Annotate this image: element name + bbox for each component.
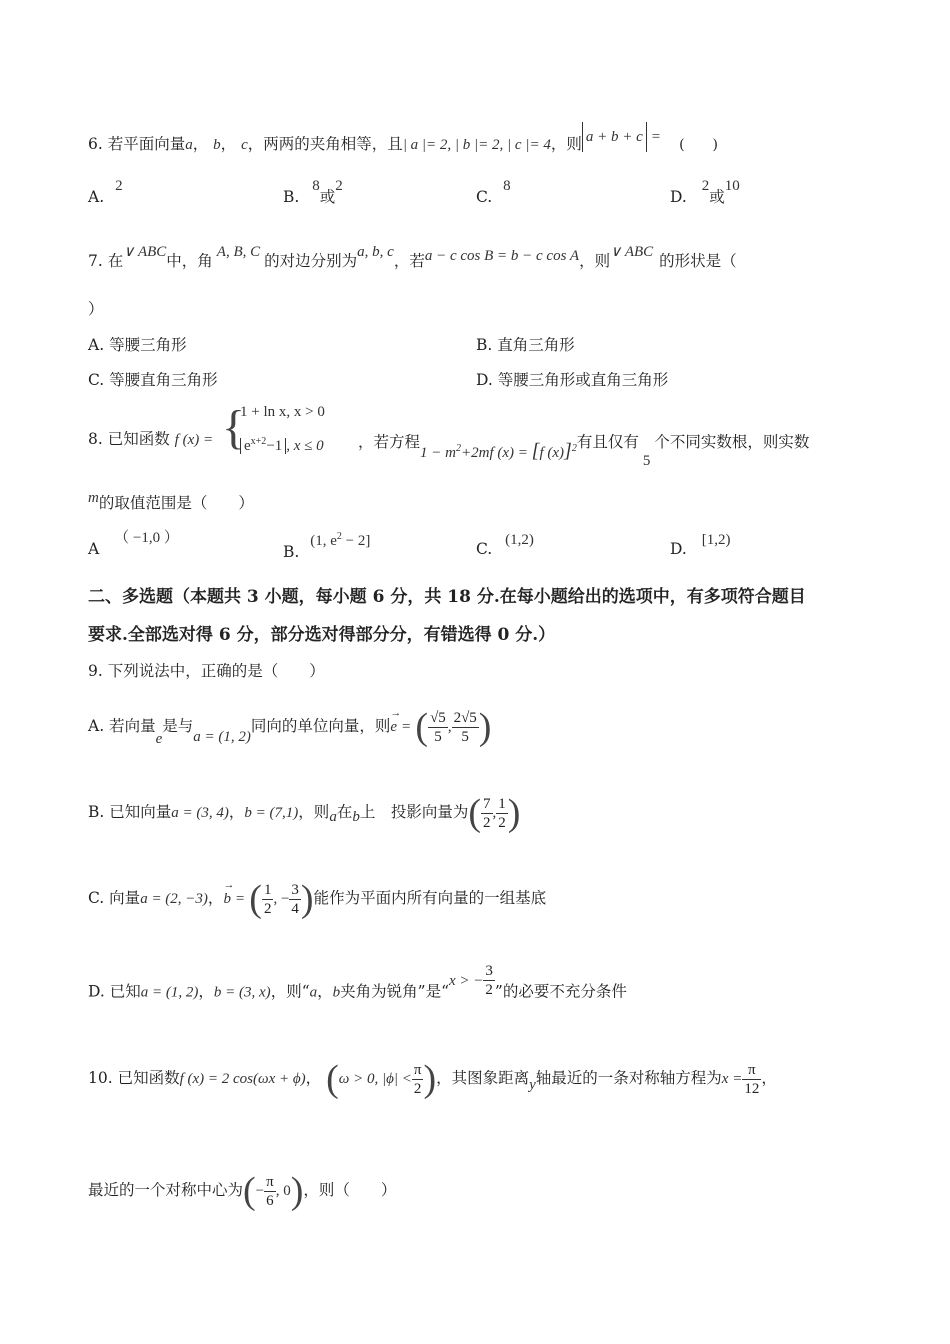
equals-sign: =: [402, 719, 411, 735]
vector-b: b: [352, 809, 360, 825]
option-or: 或: [319, 188, 336, 206]
right-paren: ): [507, 792, 521, 834]
denominator: 5: [461, 728, 469, 745]
separator: ，: [317, 982, 333, 1001]
vector-letter: e: [390, 719, 398, 735]
option-label: A.: [88, 336, 105, 354]
option-text: 等腰三角形或直角三角形: [497, 371, 669, 389]
q7-stem-text: 7. 在: [88, 252, 124, 270]
q7-stem-text: 的对边分别为: [264, 252, 358, 270]
right-paren: ): [478, 706, 492, 748]
fraction: [483, 962, 495, 999]
q9-option-d: [88, 963, 627, 1011]
triangle-abc: ∨ ABC: [610, 244, 654, 260]
option-value: （ −1,0 ）: [114, 530, 179, 546]
denominator: 6: [266, 1192, 274, 1209]
q10-stem-text: 轴最近的一条对称轴方程为: [535, 1069, 722, 1087]
q8-option-a: [88, 530, 179, 561]
vector-e: e: [155, 731, 163, 747]
fraction: [289, 881, 301, 918]
option-label: C.: [88, 889, 105, 907]
exponent: x+2: [250, 436, 267, 447]
q8-option-b: [283, 531, 371, 564]
q8-case-2-domain: , x ≤ 0: [286, 438, 324, 454]
q6-expression: a + b + c: [582, 122, 647, 152]
exponent: 2: [571, 443, 577, 454]
section-heading: 二、多选题（本题共 3 小题，每小题 6 分，共 18 分.在每小题给出的选项中，有多项符合题目: [88, 587, 806, 607]
vector-a: a: [309, 984, 318, 1001]
q10-center-y: , 0: [275, 1183, 291, 1199]
vector-a: a: [185, 137, 193, 153]
q8-option-c: [476, 532, 534, 561]
separator: ，: [305, 1069, 322, 1087]
option-value: 8: [503, 178, 511, 194]
option-text: 在: [336, 803, 353, 821]
q10-stem-text: ，: [761, 1069, 777, 1087]
denominator: 2: [263, 900, 272, 917]
q8-stem-text: 有且仅有: [576, 433, 639, 451]
q10-stem-text: ，其图象距离: [436, 1069, 530, 1087]
comma: ,: [447, 719, 452, 735]
option-label: B.: [88, 803, 105, 821]
numerator: π: [413, 1061, 422, 1078]
option-text: 夹角为锐角”是“: [340, 982, 449, 1001]
equals-sign: =: [651, 129, 661, 145]
q6-stem: [88, 130, 718, 160]
left-paren: (: [415, 706, 429, 748]
exponent: 2: [455, 443, 461, 454]
q9-option-a: [88, 708, 491, 746]
comma: , −: [273, 891, 290, 907]
option-value: (1,2): [505, 532, 534, 548]
left-paren: (: [243, 1170, 256, 1212]
section-heading-cont: 要求.全部选对得 6 分，部分选对得部分分，有错选得 0 分.）: [88, 625, 556, 645]
q8-stem-text: 8. 已知函数: [88, 430, 170, 448]
vector-c: c: [241, 137, 248, 153]
vector-a-value: a = (1, 2): [193, 729, 251, 745]
inequality: x > −: [449, 972, 484, 989]
numerator: √5: [430, 709, 446, 726]
q10-stem-cont: [88, 1172, 396, 1210]
option-label: B.: [476, 336, 493, 354]
option-or: 或: [709, 188, 725, 206]
option-value: 8: [312, 178, 320, 194]
vector-a: a: [329, 809, 337, 825]
option-text: 已知向量: [109, 803, 172, 821]
q7-option-d: [476, 369, 668, 391]
option-label: C.: [88, 371, 105, 389]
option-label: B.: [283, 188, 300, 206]
option-label: A: [88, 540, 100, 558]
fraction: [264, 1173, 276, 1210]
vector-b: b: [213, 137, 221, 153]
separator: ，: [228, 803, 245, 821]
fraction: [481, 795, 493, 832]
option-value: 2: [335, 178, 343, 194]
q7-stem-text: ，则: [579, 252, 611, 270]
fraction: [452, 709, 479, 746]
option-text: 能作为平面内所有向量的一组基底: [313, 889, 547, 907]
q7-condition: a − c cos B = b − c cos A: [424, 248, 580, 264]
numerator: 1: [263, 881, 272, 898]
q8-option-d: [670, 532, 731, 561]
fraction: [412, 1061, 424, 1098]
option-text: 等腰三角形: [109, 336, 187, 354]
option-value-part: − 2]: [341, 533, 371, 549]
q7-sides: a, b, c: [357, 244, 394, 260]
separator: ，: [220, 135, 237, 153]
q9-option-c: [88, 880, 546, 918]
q7-stem-text: ，若: [393, 252, 425, 270]
q10-condition: ω > 0, |ϕ| <: [338, 1071, 412, 1087]
vector-b: b: [332, 984, 341, 1001]
q6-stem-text: ，则: [550, 135, 582, 153]
numerator: 2√5: [453, 709, 477, 726]
option-value: 10: [724, 178, 740, 194]
q10-stem-text: 10. 已知函数: [88, 1069, 180, 1087]
option-text: 向量: [109, 889, 141, 907]
right-paren: ): [290, 1170, 304, 1212]
option-text: 同向的单位向量，则: [250, 717, 391, 735]
option-label: D.: [88, 982, 105, 1001]
q8-stem-end: [88, 492, 254, 515]
q7-stem: [88, 244, 737, 273]
q8-case-1: 1 + ln x, x > 0: [240, 404, 325, 420]
fraction: [262, 881, 274, 918]
separator: ，: [192, 135, 209, 153]
option-text: 已知: [109, 982, 141, 1001]
numerator: 3: [485, 963, 493, 979]
q10-stem: [88, 1060, 777, 1098]
denominator: 2: [413, 1080, 422, 1097]
option-label: D.: [670, 540, 687, 558]
option-value: [310, 533, 370, 549]
equation-part: f (x): [539, 445, 565, 461]
vector-b-value: b = (3, x): [213, 984, 271, 1001]
exp-base: e: [244, 438, 251, 454]
left-paren: (: [468, 792, 481, 834]
q9-stem: 9. 下列说法中，正确的是（ ）: [88, 662, 325, 680]
option-value: [1,2): [701, 532, 731, 548]
option-text: 直角三角形: [497, 336, 575, 354]
equation-part: 1 − m: [420, 445, 456, 461]
denominator: 4: [291, 900, 299, 917]
right-paren: ): [423, 1058, 437, 1100]
denominator: 2: [483, 814, 491, 831]
option-label: A.: [88, 717, 105, 735]
q10-axis: x =: [721, 1071, 743, 1087]
vector-b-value: b = (7,1): [244, 805, 299, 821]
option-value: 2: [701, 178, 710, 194]
numerator: 7: [483, 795, 491, 812]
q6-option-a: [88, 178, 123, 209]
left-paren: (: [326, 1058, 339, 1100]
q6-stem-text: 6. 若平面向量: [88, 135, 186, 153]
option-label: D.: [476, 371, 493, 389]
denominator: 2: [485, 982, 493, 998]
q8-function: f (x) =: [174, 432, 214, 448]
vector-a-value: a = (2, −3): [140, 891, 208, 907]
option-label: B.: [283, 543, 300, 561]
q7-stem-text: 中，角: [166, 252, 213, 270]
q10-stem-text: 最近的一个对称中心为: [88, 1181, 244, 1199]
option-text: 是与: [162, 717, 194, 735]
vector-b-hat: → b: [223, 879, 235, 907]
option-text: ”的必要不充分条件: [494, 982, 627, 1001]
q7-option-c: [88, 369, 218, 391]
q7-option-b: [476, 334, 575, 356]
q8-stem-text: ，若方程: [358, 433, 421, 451]
vector-letter: b: [223, 891, 231, 907]
equation-part: +2mf (x) =: [460, 445, 528, 461]
minus-sign: −: [255, 1183, 265, 1199]
left-paren: (: [249, 878, 262, 920]
right-paren: ): [300, 878, 314, 920]
vector-a-value: a = (1, 2): [140, 984, 199, 1001]
separator: ，: [207, 889, 224, 907]
option-label: C.: [476, 540, 493, 558]
q10-function: f (x) = 2 cos(ωx + ϕ): [179, 1071, 306, 1087]
option-text: 若向量: [109, 717, 156, 735]
option-label: A.: [88, 188, 105, 206]
numerator: π: [742, 1061, 761, 1080]
option-value: 2: [115, 178, 123, 194]
q8-stem-rest: [358, 428, 810, 469]
q9-option-b: [88, 794, 520, 832]
denominator: 12: [744, 1080, 760, 1097]
q8-stem-text: 个不同实数根，则实数: [654, 433, 810, 451]
q10-stem-text: ，则（ ）: [303, 1181, 397, 1199]
numerator: 1: [498, 795, 506, 812]
denominator: 2: [498, 814, 506, 831]
q6-option-b: [283, 178, 343, 209]
triangle-abc: ∨ ABC: [123, 244, 167, 260]
q6-stem-text: ，两两的夹角相等，且: [247, 135, 403, 153]
q7-close-paren: ）: [88, 300, 104, 318]
q7-option-a: [88, 334, 187, 356]
equals-sign: =: [235, 891, 245, 907]
q8-stem-prefix: [88, 428, 213, 451]
option-text: 等腰直角三角形: [109, 371, 218, 389]
fraction: [496, 795, 508, 832]
option-label: D.: [670, 188, 687, 206]
minus-one: −1: [266, 438, 283, 454]
left-brace: {: [222, 401, 246, 454]
option-value-part: (1, e: [310, 533, 337, 549]
fraction: [742, 1061, 761, 1098]
q7-angles: A, B, C: [216, 244, 261, 260]
q7-stem-text: 的形状是（: [659, 252, 737, 270]
option-text: ，则“: [270, 982, 310, 1001]
q8-root-count: 5: [642, 453, 651, 469]
exponent: 2: [336, 531, 342, 542]
q8-stem-text: 的取值范围是（ ）: [98, 494, 254, 512]
answer-blank: ( ): [679, 137, 719, 153]
q8-case-2: [240, 436, 324, 455]
option-text: ，则: [298, 803, 330, 821]
numerator: π: [266, 1173, 274, 1190]
variable-m: m: [88, 490, 99, 506]
vector-a-value: a = (3, 4): [171, 805, 229, 821]
q8-piecewise: [222, 398, 352, 468]
comma: ,: [492, 805, 497, 821]
vector-e-hat: → e: [390, 707, 402, 735]
q6-condition: | a |= 2, | b |= 2, | c |= 4: [402, 137, 551, 153]
q8-equation: $1 - m^2+2mf$ (x) = [f (x)]$^2$: [420, 440, 577, 462]
q6-option-c: [476, 178, 511, 209]
denominator: 5: [434, 728, 442, 745]
option-text: 上 投影向量为: [359, 803, 469, 821]
axis-y: y: [529, 1077, 536, 1093]
numerator: 3: [291, 881, 299, 898]
q6-option-d: [670, 178, 740, 209]
fraction: [428, 709, 448, 746]
separator: ，: [198, 982, 214, 1001]
option-label: C.: [476, 188, 493, 206]
